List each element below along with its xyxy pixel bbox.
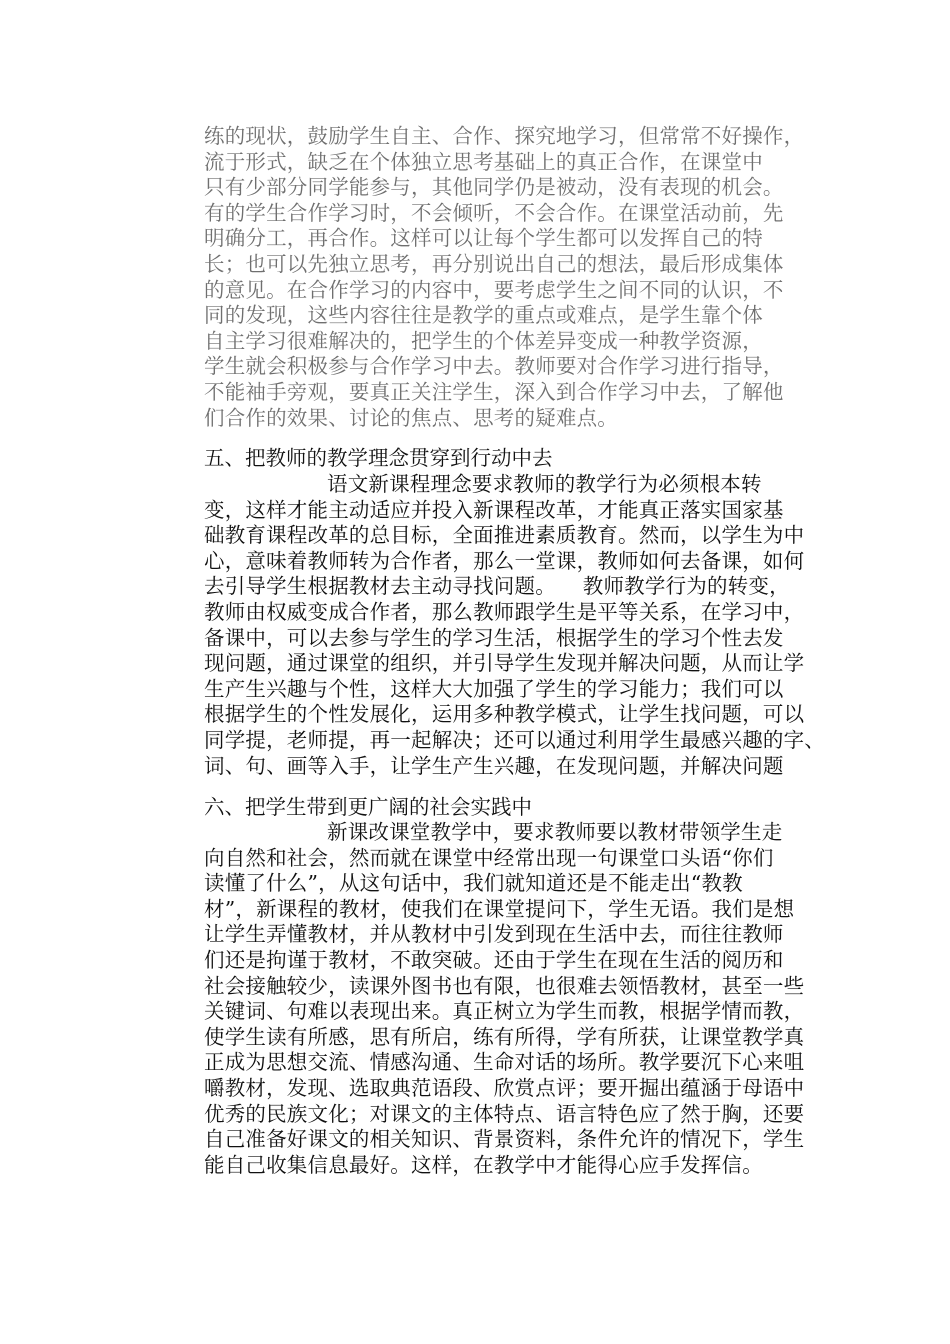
text-line: 自己准备好课文的相关知识、背景资料，条件允许的情况下，学生 bbox=[204, 1127, 805, 1152]
section-heading-6: 六、把学生带到更广阔的社会实践中 bbox=[204, 795, 532, 819]
text-line: 现问题，通过课堂的组织，并引导学生发现并解决问题，从而让学 bbox=[204, 651, 805, 676]
text-line: 关键词、句难以表现出来。真正树立为学生而教，根据学情而教， bbox=[204, 999, 805, 1024]
text-line: 能自己收集信息最好。这样，在教学中才能得心应手发挥信。 bbox=[204, 1152, 763, 1177]
text-line: 练的现状，鼓励学生自主、合作、探究地学习，但常常不好操作， bbox=[204, 124, 805, 148]
text-line: 学生就会积极参与合作学习中去。教师要对合作学习进行指导， bbox=[204, 354, 784, 379]
text-line: 读懂了什么”，从这句话中，我们就知道还是不能走出“教教 bbox=[204, 871, 743, 896]
section-6-body bbox=[204, 820, 814, 1178]
text-line: 根据学生的个性发展化，运用多种教学模式，让学生找问题，可以 bbox=[204, 702, 805, 727]
text-line: 们还是拘谨于教材，不敢突破。还由于学生在现在生活的阅历和 bbox=[204, 947, 784, 972]
text-line: 正成为思想交流、情感沟通、生命对话的场所。教学要沉下心来咀 bbox=[204, 1050, 805, 1075]
section-5-body bbox=[204, 472, 825, 779]
text-line: 向自然和社会，然而就在课堂中经常出现一句课堂口头语“你们 bbox=[204, 845, 774, 870]
text-line: 流于形式，缺乏在个体独立思考基础上的真正合作，在课堂中 bbox=[204, 149, 763, 174]
text-line: 语文新课程理念要求教师的教学行为必须根本转 bbox=[327, 472, 762, 496]
text-line: 自主学习很难解决的，把学生的个体差异变成一种教学资源， bbox=[204, 328, 763, 353]
text-line: 础教育课程改革的总目标，全面推进素质教育。然而，以学生为中 bbox=[204, 523, 805, 548]
text-line: 不能袖手旁观，要真正关注学生，深入到合作学习中去，了解他 bbox=[204, 379, 784, 404]
text-line: 让学生弄懂教材，并从教材中引发到现在生活中去，而往往教师 bbox=[204, 922, 784, 947]
text-line: 备课中，可以去参与学生的学习生活，根据学生的学习个性去发 bbox=[204, 625, 784, 650]
text-line: 嚼教材，发现、选取典范语段、欣赏点评；要开掘出蕴涵于母语中 bbox=[204, 1075, 805, 1100]
text-line: 同学提，老师提，再一起解决；还可以通过利用学生最感兴趣的字、 bbox=[204, 727, 825, 752]
text-line: 的意见。在合作学习的内容中，要考虑学生之间不同的认识，不 bbox=[204, 277, 784, 302]
paragraph-cooperative-learning bbox=[204, 124, 814, 431]
text-line: 只有少部分同学能参与，其他同学仍是被动，没有表现的机会。 bbox=[204, 175, 784, 200]
text-line: 新课改课堂教学中，要求教师要以教材带领学生走 bbox=[327, 820, 783, 844]
text-line: 使学生读有所感，思有所启，练有所得，学有所获，让课堂教学真 bbox=[204, 1024, 805, 1049]
text-line: 长；也可以先独立思考，再分别说出自己的想法，最后形成集体 bbox=[204, 251, 784, 276]
text-line: 去引导学生根据教材去主动寻找问题。 教师教学行为的转变， bbox=[204, 574, 790, 599]
text-line: 有的学生合作学习时，不会倾听，不会合作。在课堂活动前，先 bbox=[204, 200, 784, 225]
text-line: 社会接触较少，读课外图书也有限，也很难去领悟教材，甚至一些 bbox=[204, 973, 805, 998]
text-line: 材”，新课程的教材，使我们在课堂提问下，学生无语。我们是想 bbox=[204, 896, 795, 921]
text-line: 词、句、画等入手，让学生产生兴趣，在发现问题，并解决问题 bbox=[204, 753, 784, 778]
text-line: 变，这样才能主动适应并投入新课程改革，才能真正落实国家基 bbox=[204, 497, 784, 522]
section-heading-5: 五、把教师的教学理念贯穿到行动中去 bbox=[204, 446, 553, 470]
text-line: 明确分工，再合作。这样可以让每个学生都可以发挥自己的特 bbox=[204, 226, 763, 251]
text-line: 们合作的效果、讨论的焦点、思考的疑难点。 bbox=[204, 405, 618, 430]
text-line: 教师由权威变成合作者，那么教师跟学生是平等关系，在学习中， bbox=[204, 599, 805, 624]
text-line: 生产生兴趣与个性，这样大大加强了学生的学习能力；我们可以 bbox=[204, 676, 784, 701]
text-line: 优秀的民族文化；对课文的主体特点、语言特色应了然于胸，还要 bbox=[204, 1101, 805, 1126]
text-line: 心，意味着教师转为合作者，那么一堂课，教师如何去备课，如何 bbox=[204, 548, 805, 573]
text-line: 同的发现，这些内容往往是教学的重点或难点，是学生靠个体 bbox=[204, 303, 763, 328]
